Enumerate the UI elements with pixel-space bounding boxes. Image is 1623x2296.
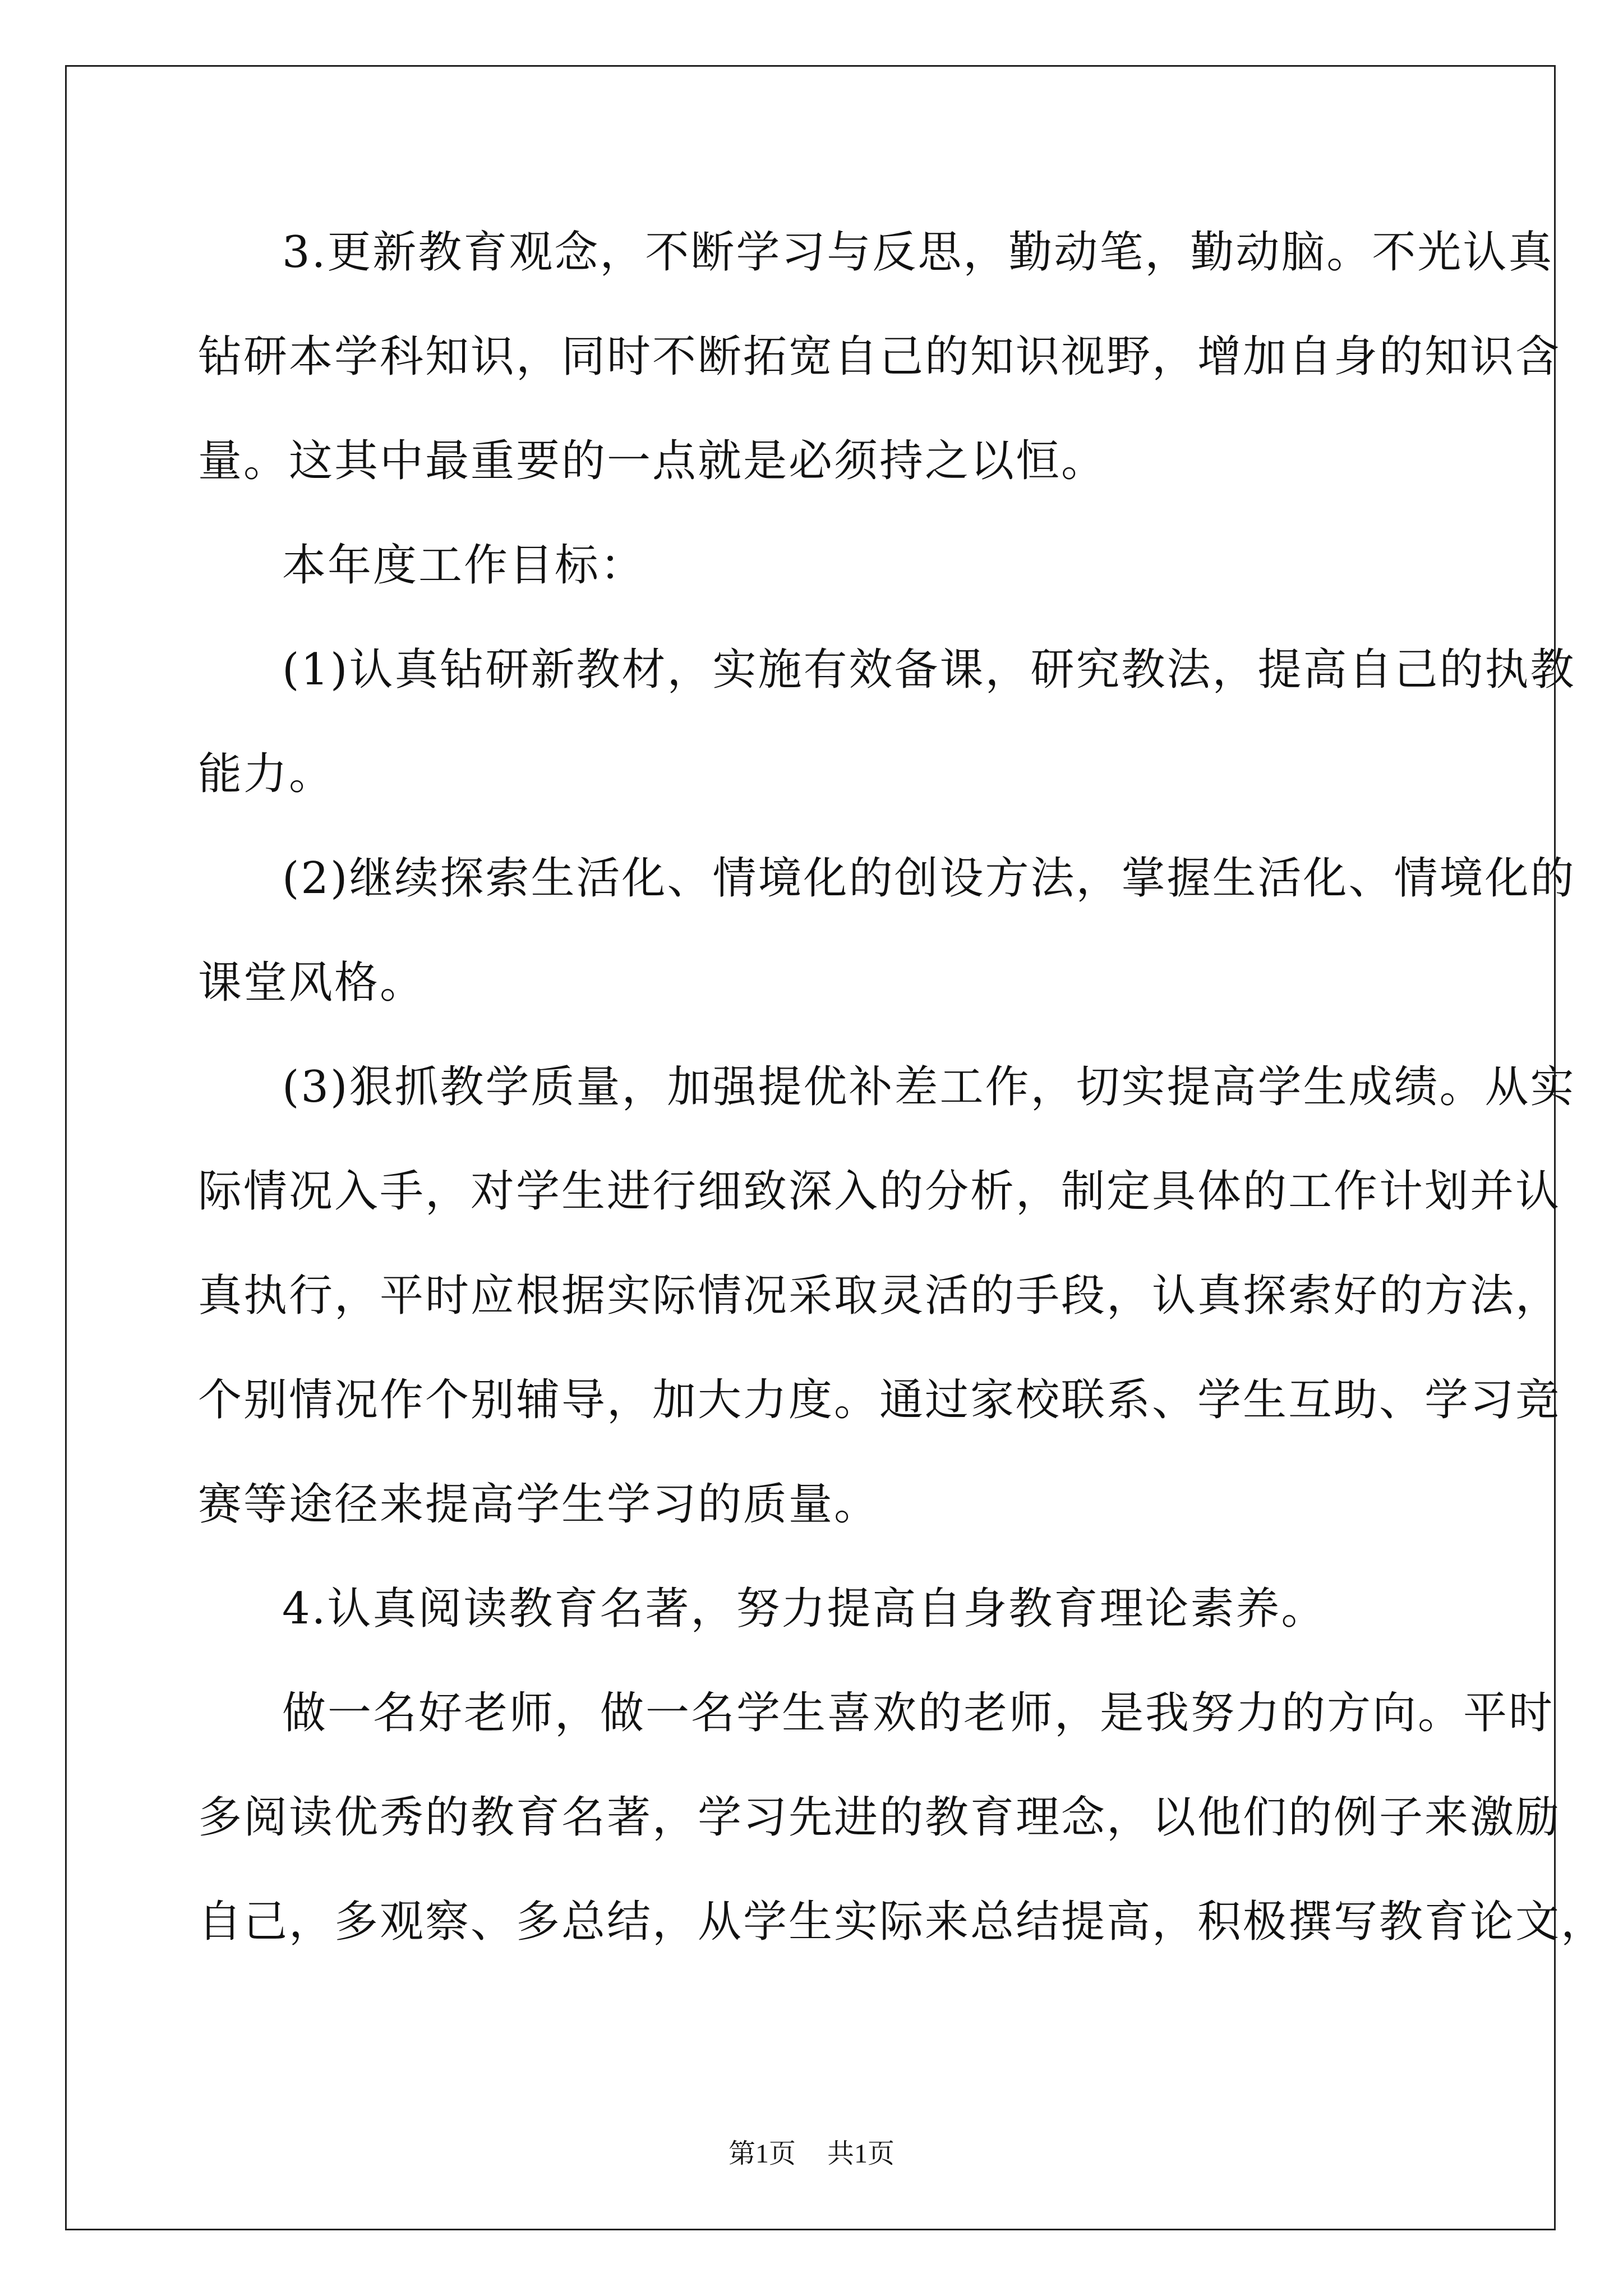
text-line: 本年度工作目标：: [282, 540, 646, 591]
text-line: 真执行，平时应根据实际情况采取灵活的手段，认真探索好的方法，: [198, 1271, 1561, 1321]
text-line: 个别情况作个别辅导，加大力度。通过家校联系、学生互助、学习竞: [198, 1375, 1561, 1425]
text-line: 量。这其中最重要的一点就是必须持之以恒。: [198, 436, 1107, 486]
text-line: (1)认真钻研新教材，实施有效备课，研究教法，提高自己的执教: [282, 645, 1576, 695]
text-line: (3)狠抓教学质量，加强提优补差工作，切实提高学生成绩。从实: [282, 1062, 1576, 1112]
page-number-total: 共1页: [827, 2139, 895, 2169]
text-line: 4.认真阅读教育名著，努力提高自身教育理论素养。: [282, 1584, 1327, 1634]
text-line: 多阅读优秀的教育名著，学习先进的教育理念，以他们的例子来激励: [198, 1792, 1561, 1843]
page-number-current: 第1页: [728, 2139, 796, 2169]
text-line: 自己，多观察、多总结，从学生实际来总结提高，积极撰写教育论文，: [198, 1897, 1607, 1947]
text-line: (2)继续探索生活化、情境化的创设方法，掌握生活化、情境化的: [282, 853, 1576, 904]
document-body: [198, 213, 1607, 1987]
text-line: 能力。: [198, 749, 335, 799]
text-line: 钻研本学科知识，同时不断拓宽自己的知识视野，增加自身的知识含: [198, 332, 1561, 382]
text-line: 做一名好老师，做一名学生喜欢的老师，是我努力的方向。平时: [282, 1688, 1555, 1738]
page-footer: [0, 2132, 1623, 2170]
text-line: 课堂风格。: [198, 958, 426, 1008]
text-line: 际情况入手，对学生进行细致深入的分析，制定具体的工作计划并认: [198, 1166, 1561, 1217]
text-line: 3.更新教育观念，不断学习与反思，勤动笔，勤动脑。不光认真: [282, 227, 1554, 278]
text-line: 赛等途径来提高学生学习的质量。: [198, 1479, 880, 1530]
